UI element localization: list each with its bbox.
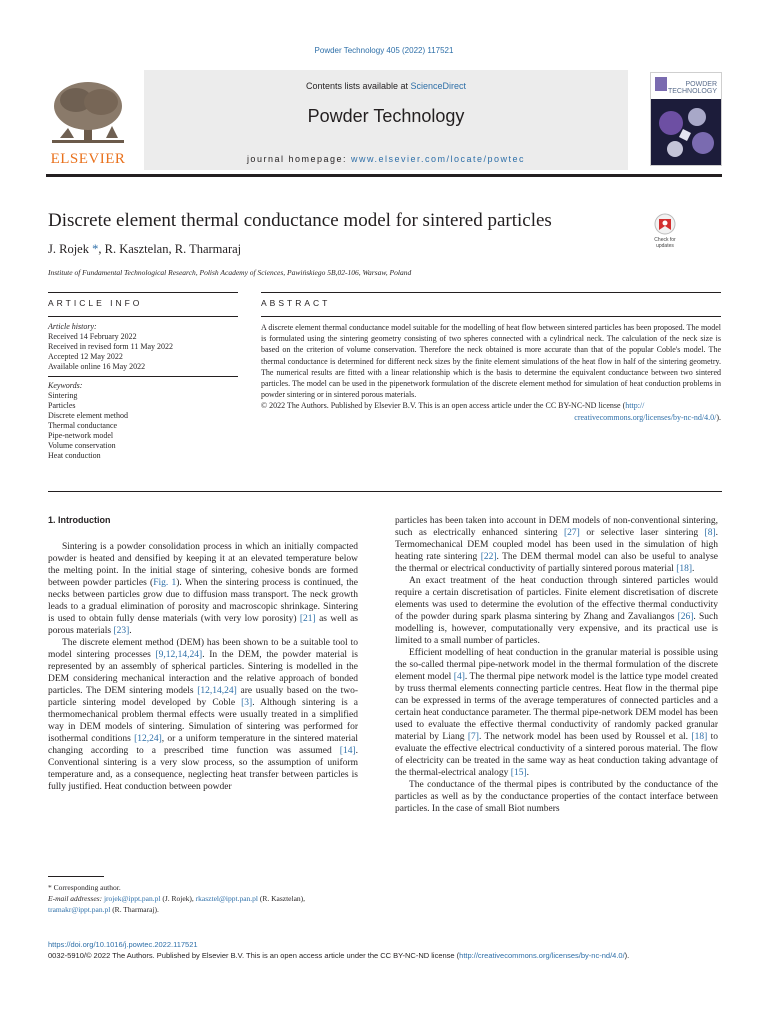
body-text: . Termomechanical DEM coupled model has been used in the simulation of high heating rate sintering xyxy=(395,528,718,562)
reference-link[interactable]: [15] xyxy=(510,768,527,778)
article-info-heading: ARTICLE INFO xyxy=(48,298,143,308)
body-text: . In the DEM, the powder material is represented by an assembly of spherical particles. Sintering is modelled in the DEM considering mechanical interaction and the relative approach of bonded particles. The DEM sintering models xyxy=(48,650,358,696)
keyword-item: Thermal conductance xyxy=(48,421,118,430)
body-text: . xyxy=(526,768,529,778)
body-text: . xyxy=(692,564,695,574)
body-column-right xyxy=(395,515,718,815)
corresponding-author-mark[interactable]: * xyxy=(92,242,99,256)
journal-name: Powder Technology xyxy=(307,106,465,126)
contents-line xyxy=(144,81,628,91)
history-revised: Received in revised form 11 May 2022 xyxy=(48,342,174,351)
reference-link[interactable]: [18] xyxy=(691,732,708,742)
body-column-left xyxy=(48,541,358,793)
reference-link[interactable]: [22] xyxy=(480,552,497,562)
footnote xyxy=(48,882,378,915)
email-link-3[interactable]: tramakr@ippt.pan.pl xyxy=(48,905,111,914)
body-text: . Such modelling is, however, computationally very expensive, and its practical use is limited to a small number of particles. xyxy=(395,612,718,646)
keyword-item: Particles xyxy=(48,401,76,410)
reference-link[interactable]: [4] xyxy=(453,672,465,682)
email-name-3: (R. Tharmaraj). xyxy=(110,905,159,914)
body-text: . The thermal pipe network model is the lattice type model created by truss thermal elements connecting particle centres. Heat flow in the thermal pipe can be expressed in terms of the average temperatures of connected particles and a certain heat conductance parameter. The thermal pipe-network DEM model has been used to evaluate the effective thermal conductivity of randomly packed granular material by Liang xyxy=(395,672,718,742)
abstract-heading: ABSTRACT xyxy=(261,298,331,308)
abstract-bottom-rule xyxy=(48,491,722,492)
license-end: ). xyxy=(716,412,721,422)
check-for-updates-text: Check for updates xyxy=(654,237,676,249)
journal-header xyxy=(46,70,722,176)
elsevier-wordmark: ELSEVIER xyxy=(50,151,126,167)
email-line xyxy=(48,893,378,904)
cover-title-line-1: POWDER xyxy=(685,81,717,88)
body-text: , or a uniform temperature in the sintered material changing according to a prescribed time function was assumed xyxy=(48,734,358,756)
keyword-item: Pipe-network model xyxy=(48,431,114,440)
info-mid-rule xyxy=(48,316,238,317)
license-link-cont[interactable]: creativecommons.org/licenses/by-nc-nd/4.0/ xyxy=(574,412,717,422)
abstract-license xyxy=(261,400,721,411)
abstract-top-rule xyxy=(261,292,721,293)
body-paragraph xyxy=(395,779,718,815)
body-text: The discrete element method (DEM) has been shown to be a suitable tool to model sintering processes xyxy=(48,638,358,660)
journal-banner xyxy=(144,70,628,170)
body-text: . xyxy=(129,626,132,636)
reference-link[interactable]: [21] xyxy=(299,614,316,624)
body-paragraph xyxy=(395,647,718,779)
article-title: Discrete element thermal conductance model for sintered particles xyxy=(48,210,552,231)
doi-link[interactable]: https://doi.org/10.1016/j.powtec.2022.117521 xyxy=(48,940,198,949)
homepage-prefix: journal homepage: xyxy=(246,154,351,164)
body-paragraph xyxy=(395,515,718,575)
email-name-2: (R. Kasztelan), xyxy=(257,894,306,903)
issn-license-link[interactable]: http://creativecommons.org/licenses/by-nc-nd/4.0/ xyxy=(459,951,625,960)
body-paragraph xyxy=(48,541,358,637)
issn-text: 0032-5910/© 2022 The Authors. Published by Elsevier B.V. This is an open access article under the CC BY-NC-ND license ( xyxy=(48,951,460,960)
corresponding-author-note: * Corresponding author. xyxy=(48,883,121,892)
license-link[interactable]: http:// xyxy=(625,401,645,411)
homepage-link[interactable]: www.elsevier.com/locate/powtec xyxy=(351,154,526,164)
sciencedirect-link[interactable]: ScienceDirect xyxy=(410,81,467,91)
info-separator xyxy=(48,376,238,377)
reference-link[interactable]: [18] xyxy=(676,564,693,574)
abstract-body xyxy=(261,322,721,423)
body-text: ). When the sintering process is continued, the necks between particles grow due to diffusion mass transport. The neck growth leads to a gradual elimination of porosity and macroscopic shrinkage. Sintering is used to obtain fully dense materials (with very low porosity) xyxy=(48,578,359,624)
keywords-label: Keywords: xyxy=(48,381,83,390)
body-paragraph xyxy=(48,637,358,793)
body-text: to evaluate the effective electrical conductivity of a sintered porous material. The flow of electricity can be treated in the same way as heat conduction taking advantage of the thermal-electrical analogy xyxy=(395,732,718,778)
journal-cover-thumbnail[interactable] xyxy=(650,72,722,166)
journal-citation-link[interactable]: Powder Technology 405 (2022) 117521 xyxy=(314,46,454,55)
body-paragraph xyxy=(395,575,718,647)
license-text: © 2022 The Authors. Published by Elsevier B.V. This is an open access article under the CC BY-NC-ND license ( xyxy=(261,401,626,411)
author-1[interactable]: J. Rojek xyxy=(48,242,93,256)
keyword-item: Sintering xyxy=(48,391,78,400)
body-text: . The DEM thermal model can also be useful to analyse the thermal or electrical conductivity of partially sintered porous material xyxy=(395,552,719,574)
contents-prefix: Contents lists available at xyxy=(305,81,411,91)
keyword-item: Discrete element method xyxy=(48,411,128,420)
body-text: or selective laser sintering xyxy=(579,528,705,538)
reference-link[interactable]: [3] xyxy=(241,698,253,708)
reference-link[interactable]: [7] xyxy=(467,732,479,742)
issn-line xyxy=(48,951,629,960)
abstract-license-cont xyxy=(261,412,721,423)
body-text: Efficient modelling of heat conduction in the granular material is possible using the so-called thermal pipe-network model in the thermal formulation of the discrete element model xyxy=(395,648,718,682)
body-text: The conductance of the thermal pipes is contributed by the conductance of the particles as well as by the conductance properties of the contact interface between particles. In the case of small Biot numbers xyxy=(395,780,718,814)
history-label: Article history: xyxy=(48,322,97,331)
email-name-1: (J. Rojek), xyxy=(160,894,196,903)
body-text: . Conventional sintering is a very slow process, so the assumption of uniform temperature and, as a consequence, neglecting heat transfer between particles is fully justified. Heat conduction between powder xyxy=(48,746,358,792)
reference-link[interactable]: [9,12,14,24] xyxy=(155,650,203,660)
history-accepted: Accepted 12 May 2022 xyxy=(48,352,123,361)
crossmark-icon xyxy=(646,213,684,237)
reference-link[interactable]: [12,14,24] xyxy=(197,686,237,696)
cover-art-icon xyxy=(651,73,721,165)
body-text: as well as porous materials xyxy=(48,614,359,636)
reference-link[interactable]: [23] xyxy=(113,626,130,636)
reference-link[interactable]: [27] xyxy=(564,528,580,538)
history-online: Available online 16 May 2022 xyxy=(48,362,146,371)
body-text: particles has been taken into account in DEM models of non-conventional sintering, such as electrically enhanced sintering xyxy=(395,516,718,538)
reference-link[interactable]: [8] xyxy=(704,528,716,538)
elsevier-logo[interactable] xyxy=(46,78,130,168)
email-link-2[interactable]: rkasztel@ippt.pan.pl xyxy=(195,894,258,903)
check-for-updates-badge[interactable] xyxy=(646,213,684,253)
header-divider xyxy=(46,174,722,177)
keyword-item: Volume conservation xyxy=(48,441,116,450)
reference-link[interactable]: [12,24] xyxy=(134,734,162,744)
body-text: are usually based on the two-particle sintering model developed by Coble xyxy=(48,686,358,708)
info-top-rule xyxy=(48,292,238,293)
email-link-1[interactable]: jrojek@ippt.pan.pl xyxy=(103,894,161,903)
history-received: Received 14 February 2022 xyxy=(48,332,137,341)
keyword-item: Heat conduction xyxy=(48,451,101,460)
reference-link[interactable]: Fig. 1 xyxy=(153,578,177,588)
abstract-text: A discrete element thermal conductance model suitable for the modelling of heat flow between sintered particles has been proposed. The model is formulated using the sintering geometry consisting of two spheres connected with a cylindrical neck. The calculation of the neck size is based on the criterion of volume conservation. Therefore the neck obtained is more accurate than that of the popular Coble's model. The thermal conductance is determined for different neck sizes by the finite element simulations of the heat flow in half of the sintering geometry. The numerical results are fitted with a linear relationship which is the basis to determine the equivalent conductance between two sintered particles. The model can be used in the pipenetwork formulation of the discrete element method for simulation of heat conduction problems in powder sintering or in sintered porous materials. xyxy=(261,323,721,400)
reference-link[interactable]: [26] xyxy=(677,612,694,622)
body-text: . Although sintering is a thermomechanical problem thermal effects were usually treated in a simplified way in DEM models of sintering. Simulation of sintering was performed for isothermal conditions xyxy=(48,698,358,744)
section-heading-introduction: 1. Introduction xyxy=(48,515,111,525)
author-list xyxy=(48,242,241,257)
body-text: An exact treatment of the heat conduction through sintered particles would require a certain discretisation of particles. Finite element discretisation of discrete elements was used to determine the evolution of the effective thermal conductivity of the powder during spark plasma sintering by Zhang and Zavaliangos xyxy=(395,576,718,622)
reference-link[interactable]: [14] xyxy=(339,746,356,756)
affiliation: Institute of Fundamental Technological Research, Polish Academy of Sciences, Pawińskiego 5B,02-106, Warsaw, Poland xyxy=(48,268,412,277)
email-line-2 xyxy=(48,904,378,915)
body-text: . The network model has been used by Roussel et al. xyxy=(478,732,692,742)
footnote-divider xyxy=(48,876,104,877)
cover-title-line-2: TECHNOLOGY xyxy=(667,88,717,95)
email-label: E-mail addresses: xyxy=(48,894,104,903)
author-rest[interactable]: , R. Kasztelan, R. Tharmaraj xyxy=(98,242,242,256)
article-info xyxy=(48,322,238,461)
homepage-line xyxy=(144,154,628,164)
abstract-mid-rule xyxy=(261,316,721,317)
body-text: Sintering is a powder consolidation process in which an initially compacted powder is heated and densified by keeping it at an elevated temperature below the melting point. In the initial stage of sintering, cohesive bonds are formed between powder particles ( xyxy=(48,542,358,588)
elsevier-tree-icon xyxy=(46,78,130,150)
issn-end: ). xyxy=(624,951,630,960)
